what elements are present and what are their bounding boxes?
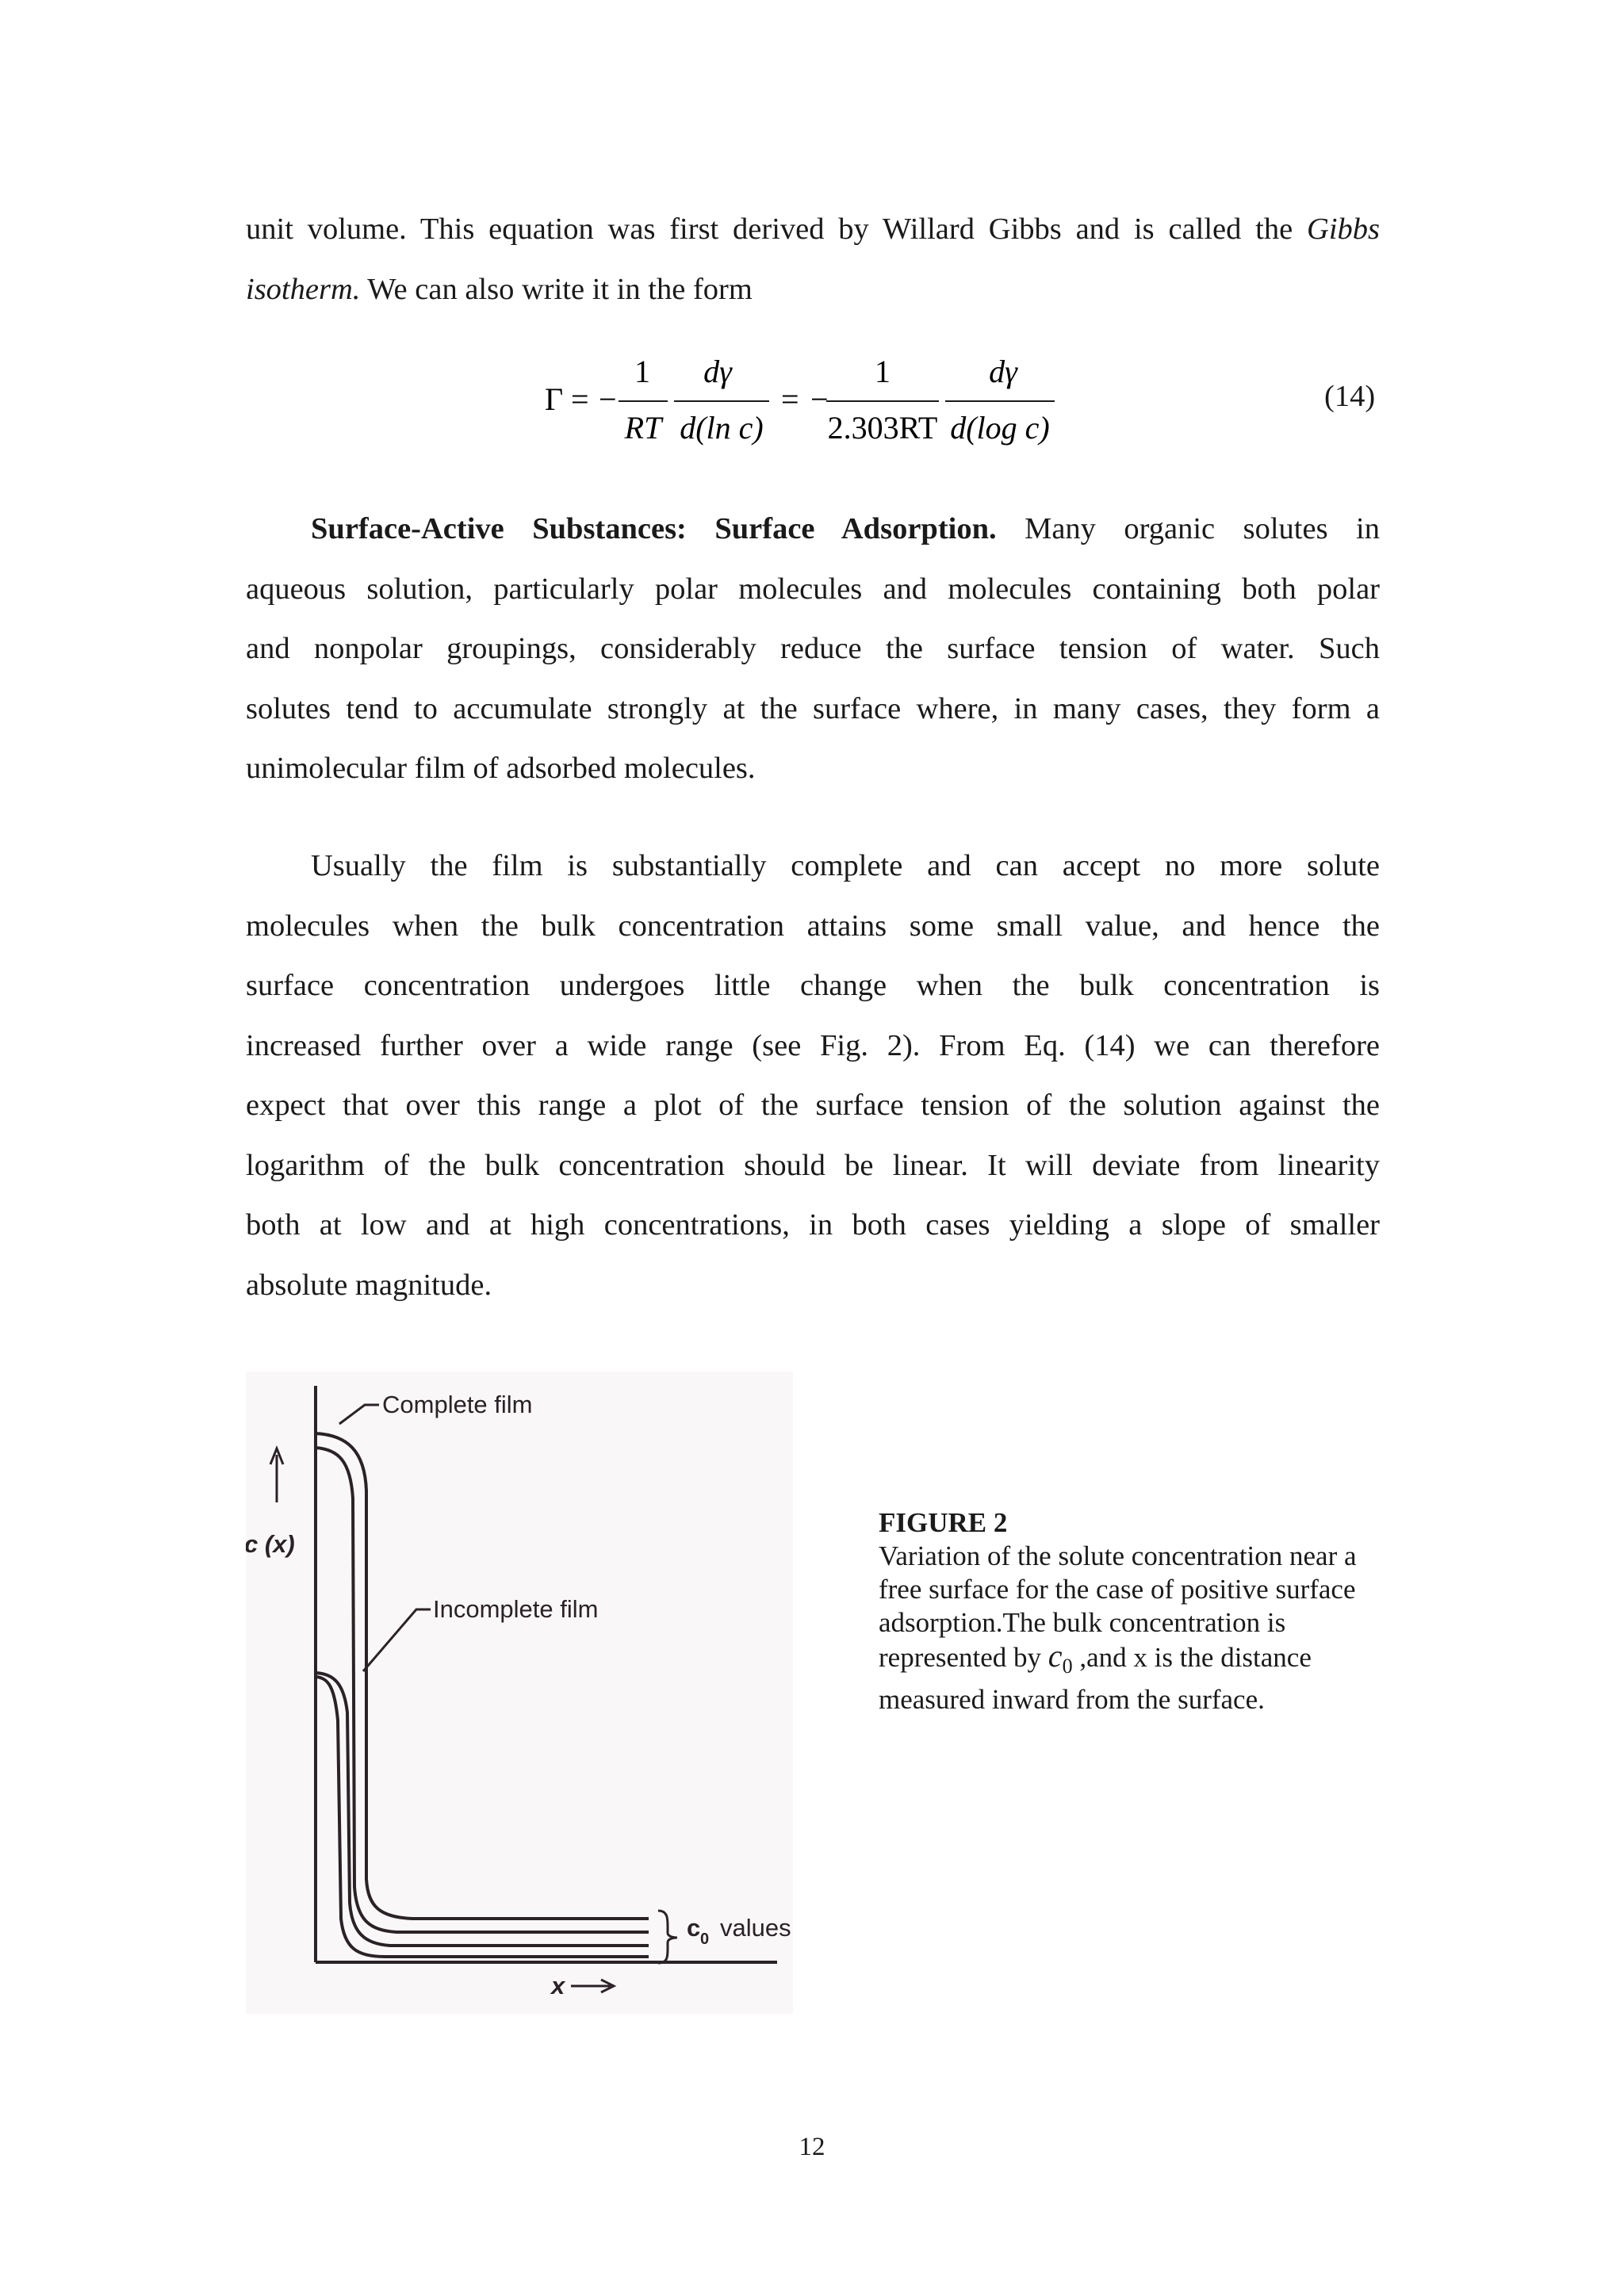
equation-number: (14) [1324,380,1376,413]
paragraph-3-line-1: Usually the film is substantially complete and can accept no more solute [311,849,1380,882]
caption-symbol: c [1048,1638,1063,1674]
eq-minus-1: − [599,381,617,417]
incomplete-film-pointer [363,1609,431,1671]
label-incomplete-film: Incomplete film [433,1595,599,1623]
eq-frac3-num: 1 [875,354,891,389]
paragraph-3-line-6: logarithm of the bulk concentration should be linear. It will deviate from linearity [246,1148,1380,1182]
eq-equals-1: = [571,381,589,417]
paragraph-3-line-2: molecules when the bulk concentration attains some small value, and hence the [246,909,1380,943]
page-number: 12 [799,2133,825,2161]
section-heading: Surface-Active Substances: Surface Adsorption. [311,512,997,545]
caption-text-1: Variation of the solute concentration near a free surface for the case of positive surface adsorption.The bulk concentration is represented by [879,1540,1357,1673]
c0-symbol: c [687,1914,701,1942]
equation-graphic [539,349,1094,460]
complete-film-pointer [339,1405,379,1424]
paragraph-2-line-1: Surface-Active Substances: Surface Adsorption. Many organic solutes in [311,512,1380,545]
paragraph-3 [246,836,1380,1315]
paragraph-3-line-8: absolute magnitude. [246,1268,492,1302]
figure-2 [246,1372,793,2014]
paragraph-1 [246,200,1380,320]
eq-frac1-num: 1 [634,354,650,389]
y-axis-label: c (x) [246,1530,295,1558]
c0-brace-icon [658,1911,677,1963]
eq-minus-2: − [810,381,829,417]
paragraph-3-line-4: increased further over a wide range (see Fig. 2). From Eq. (14) we can therefore [246,1028,1380,1062]
caption-symbol-sub: 0 [1062,1655,1073,1678]
eq-frac4-den: d(log c) [950,410,1050,446]
complete-film-curve-1 [316,1433,649,1919]
figure-2-diagram [246,1372,793,2014]
eq-frac2-num: dγ [703,354,732,389]
paragraph-2-line-4: solutes tend to accumulate strongly at the surface where, in many cases, they form a [246,691,1380,725]
caption-title: FIGURE 2 [879,1507,1008,1538]
c0-subscript: 0 [700,1931,710,1948]
eq-frac4-num: dγ [989,354,1017,389]
paragraph-2 [246,499,1380,799]
paragraph-1-line-2: isotherm. We can also write it in the form [246,272,753,306]
paragraph-2-line-5: unimolecular film of adsorbed molecules. [246,752,756,785]
eq-frac3-den: 2.303RT [827,410,938,446]
eq-frac2-den: d(ln c) [680,410,764,446]
eq-frac1-den: RT [624,410,662,446]
paragraph-3-line-3: surface concentration undergoes little change when the bulk concentration is [246,969,1380,1002]
paragraph-2-line-2: aqueous solution, particularly polar molecules and molecules containing both polar [246,572,1380,606]
caption-text-2: ,and x is the distance measured inward from the surface. [879,1642,1312,1715]
paragraph-3-line-5: expect that over this range a plot of the surface tension of the solution against the [246,1089,1380,1122]
equation-14 [539,349,1094,460]
figure-2-caption [879,1506,1386,1716]
x-axis-label: x [551,1972,565,1999]
label-complete-film: Complete film [382,1391,533,1418]
paragraph-1-line-1: unit volume. This equation was first derived by Willard Gibbs and is called the Gibbs [246,212,1380,246]
paragraph-2-line-3: and nonpolar groupings, considerably reduce the surface tension of water. Such [246,632,1380,665]
c0-values-label: values [720,1914,791,1942]
eq-equals-2: = [781,381,799,417]
eq-gamma: Γ [545,381,564,417]
paragraph-3-line-7: both at low and at high concentrations, in both cases yielding a slope of smaller [246,1208,1380,1242]
